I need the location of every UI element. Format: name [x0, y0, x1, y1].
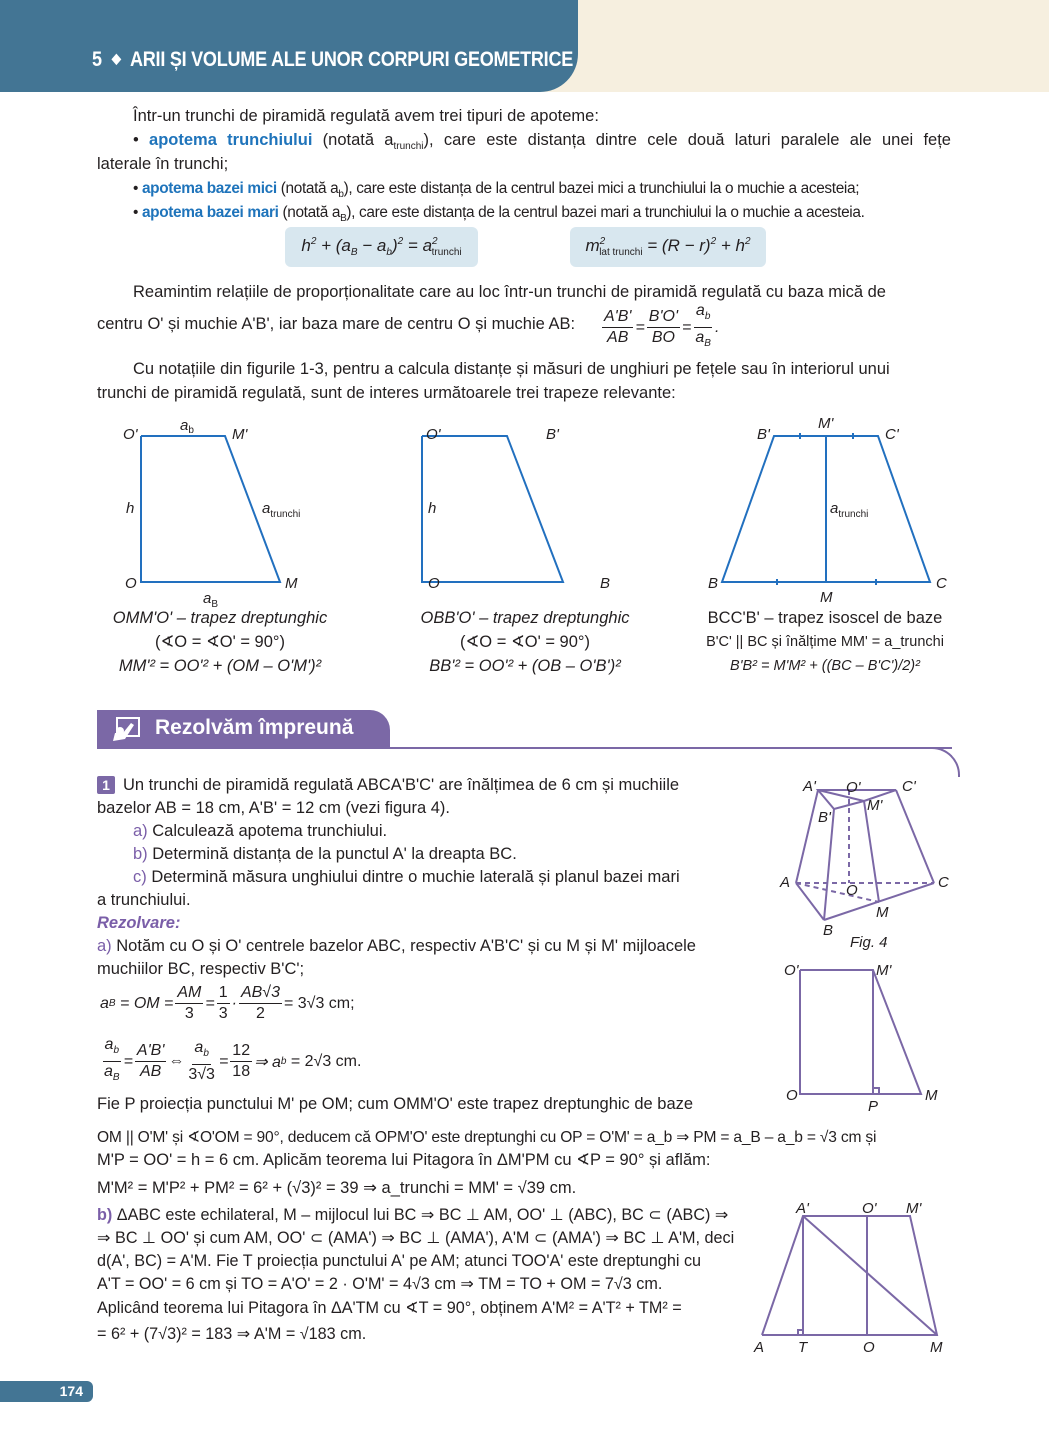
label-M: M	[925, 1087, 938, 1104]
task-label: b)	[97, 1206, 113, 1224]
task-b	[133, 843, 517, 866]
solution-a-line3: Fie P proiecția punctului M' pe OM; cum OMM'O' este trapez dreptunghic de baze	[97, 1095, 694, 1113]
label-M: M	[876, 904, 889, 921]
solution-b-line2: ⇒ BC ⊥ OO' și cum AM, OO' ⊂ (AMA') ⇒ BC ⊥ (AMA'), A'M ⊂ (AMA') ⇒ BC ⊥ A'M, deci	[97, 1229, 735, 1247]
task-label: a)	[97, 937, 112, 955]
problem-statement	[97, 774, 679, 797]
figure-4-caption: Fig. 4	[850, 934, 888, 951]
bullet-apotema-trunchi: • apotema trunchiului (notată $a_{trunchi}$), care este distanța dintre cele două laturi paralele ale unei fețe	[133, 131, 951, 152]
note-rest: ), care este distanța dintre cele două laturi paralele ale unei fețe	[423, 131, 951, 149]
chapter-header	[0, 0, 578, 92]
caption-line: (∢O = ∢O' = 90°)	[154, 633, 286, 651]
task-label: c)	[133, 868, 147, 886]
solution-label: Rezolvare:	[97, 914, 181, 932]
label-B: B	[708, 575, 719, 592]
figure-5-right-trapezoid	[770, 955, 960, 1125]
solution-a-line4: OM || O'M' și ∢O'OM = 90°, deducem că OPM'O' este dreptunghi cu OP = O'M' = a_b ⇒ PM = a_B – a_b = √3 cm și	[97, 1129, 877, 1146]
label-M-prime: M'	[906, 1200, 922, 1217]
problem-statement-2: bazelor AB = 18 cm, A'B' = 12 cm (vezi figura 4).	[97, 799, 450, 817]
task-a	[133, 820, 387, 843]
label-O: O	[846, 882, 858, 899]
solution-text: Notăm cu O și O' centrele bazelor ABC, respectiv A'B'C' și cu M și M' mijloacele	[116, 937, 696, 955]
label-M-prime: M'	[818, 415, 834, 432]
caption-line: (∢O = ∢O' = 90°)	[459, 633, 591, 651]
label-C-prime: C'	[885, 426, 899, 443]
caption-line: BCC'B' – trapez isoscel de baze	[707, 609, 943, 627]
figure-right-trapezoid-obb	[410, 410, 630, 610]
label-M: M	[285, 575, 298, 592]
caption-line: B'C' || BC și înălțime MM' = a_trunchi	[706, 634, 944, 650]
bullet-cont: laterale în trunchi;	[97, 155, 229, 173]
label-M-prime: M'	[867, 797, 883, 814]
section-divider	[97, 747, 952, 749]
diamond-icon: ◆	[111, 50, 121, 66]
label-M: M	[930, 1339, 943, 1356]
note-rest: ), care este distanța de la centrul bazei mici a trunchiului la o muchie a acesteia;	[343, 180, 860, 197]
board-teacher-icon	[111, 717, 141, 741]
note-sub: B	[340, 213, 347, 224]
notation-line1: Cu notațiile din figurile 1-3, pentru a calcula distanțe și măsuri de unghiuri pe fețele sau în interiorul unui	[133, 360, 890, 378]
reminder-text: centru O' și muchie A'B', iar baza mare de centru O și muchie AB:	[97, 315, 576, 333]
note: (notată a	[280, 180, 339, 197]
section-header	[97, 710, 390, 748]
caption-line: BB'² = OO'² + (OB – O'B')²	[429, 657, 621, 675]
label-h: h	[126, 500, 135, 517]
task-c	[133, 866, 680, 889]
intro-line: Într-un trunchi de piramidă regulată avem trei tipuri de apoteme:	[133, 107, 599, 125]
chapter-title	[92, 48, 573, 72]
task-text: Calculează apotema trunchiului.	[152, 822, 388, 840]
trapezoid-shape	[141, 436, 280, 582]
solution-a-line1	[97, 935, 696, 958]
caption-line: MM'² = OO'² + (OM – O'M')²	[118, 657, 322, 675]
label-O-prime: O'	[123, 426, 138, 443]
formula-apotema: $h^2 + (a_B - a_b)^2 = a^2_{trunchi}$	[285, 227, 478, 267]
label-A: A	[780, 874, 791, 891]
caption-line: B'B² = M'M² + ((BC – B'C')/2)²	[730, 658, 920, 674]
chapter-title-text: ARII ȘI VOLUME ALE UNOR CORPURI GEOMETRICE	[129, 48, 574, 71]
notation-line2: trunchi de piramidă regulată, sunt de interes următoarele trei trapeze relevante:	[97, 384, 676, 402]
caption-line: OBB'O' – trapez dreptunghic	[420, 609, 630, 627]
caption-line: OMM'O' – trapez dreptunghic	[112, 609, 328, 627]
solution-b-line5: Aplicând teorema lui Pitagora în ΔA'TM cu ∢T = 90°, obținem A'M² = A'T² + TM² =	[97, 1299, 682, 1317]
label-a-trunchi: $a_{trunchi}$	[262, 500, 301, 520]
label-O-prime: O'	[426, 426, 441, 443]
solution-b-line6: = 6² + (7√3)² = 183 ⇒ A'M = √183 cm.	[97, 1325, 367, 1343]
figure-right-trapezoid-omm	[100, 410, 320, 610]
label-M-prime: M'	[232, 426, 248, 443]
label-a-B: $a_B$	[203, 590, 219, 610]
solution-a-line2: muchiilor BC, respectiv B'C';	[97, 960, 305, 978]
label-A-prime: A'	[796, 1200, 809, 1217]
label-a-trunchi: $a_{trunchi}$	[830, 500, 869, 520]
task-text: Determină măsura unghiului dintre o muchie laterală și planul bazei mari	[151, 868, 680, 886]
label-M: M	[820, 589, 833, 606]
figure-isosceles-trapezoid	[690, 410, 970, 610]
task-label: b)	[133, 845, 148, 863]
solution-text: ΔABC este echilateral, M – mijlocul lui BC ⇒ BC ⊥ AM, OO' ⊥ (ABC), BC ⊂ (ABC) ⇒	[116, 1206, 729, 1224]
note: (notată a	[322, 131, 394, 149]
reminder-line2	[97, 313, 575, 336]
statement-text: Un trunchi de piramidă regulată ABCA'B'C' are înălțimea de 6 cm și muchiile	[123, 776, 680, 794]
solution-b-line1	[97, 1204, 729, 1227]
equation-ab: $\frac{a_b}{a_B}$ = $\frac{A'B'}{AB}$ ⇔ $\frac{a_b}{3√3}$ = $\frac{12}{18}$ ⇒ a b = 2√3 cm.	[104, 1036, 362, 1083]
task-text: Determină distanța de la punctul A' la dreapta BC.	[152, 845, 517, 863]
figure-6-trapezoid-diagonal	[740, 1190, 970, 1365]
equation-aB: a B = OM = $\frac{AM}{3}$ = $\frac{1}{3}$ · $\frac{AB√3}{2}$ = 3√3 cm;	[100, 984, 355, 1022]
label-B: B	[600, 575, 611, 592]
task-c-cont: a trunchiului.	[97, 891, 191, 909]
label-C: C	[936, 575, 947, 592]
task-label: a)	[133, 822, 148, 840]
label-O-prime: O'	[862, 1200, 877, 1217]
figure1-caption	[100, 606, 340, 678]
label-B-prime: B'	[818, 809, 831, 826]
solution-a-line6: M'M² = M'P² + PM² = 6² + (√3)² = 39 ⇒ a_trunchi = MM' = √39 cm.	[97, 1179, 577, 1197]
label-O: O	[125, 575, 137, 592]
trapezoid-shape	[422, 436, 563, 582]
label-a-b: $a_b$	[180, 417, 194, 436]
label-O-prime: O'	[846, 779, 861, 796]
label-B: B	[823, 922, 834, 939]
note-sub: trunchi	[393, 141, 424, 152]
note-rest: ), care este distanța de la centrul bazei mari a trunchiului la o muchie a acesteia.	[346, 204, 865, 221]
note-sub: b	[338, 189, 344, 200]
term-apotema-trunchi: apotema trunchiului	[149, 131, 313, 149]
section-title: Rezolvăm împreună	[155, 716, 354, 739]
figure3-caption	[690, 606, 960, 678]
solution-b-line4: A'T = OO' = 6 cm și TO = A'O' = 2 · O'M' = 4√3 cm ⇒ TM = TO + OM = 7√3 cm.	[97, 1275, 663, 1293]
label-O: O	[428, 575, 440, 592]
label-B-prime: B'	[757, 426, 770, 443]
label-O: O	[786, 1087, 798, 1104]
label-C: C	[938, 874, 949, 891]
term-apotema-baza-mare: apotema bazei mari	[141, 204, 279, 221]
bullet-apotema-baza-mare: • apotema bazei mari (notată $a_B$), care este distanța de la centrul bazei mari a trunchiului la o muchie a acesteia.	[133, 204, 865, 224]
figure2-caption	[400, 606, 650, 678]
problem-number-badge: 1	[97, 776, 115, 794]
label-B-prime: B'	[546, 426, 559, 443]
label-A: A	[754, 1339, 765, 1356]
note: (notată a	[282, 204, 341, 221]
formula-muchie-laterala: $m^2_{lat trunchi} = (R - r)^2 + h^2$	[570, 227, 766, 267]
label-h: h	[428, 500, 437, 517]
label-M-prime: M'	[876, 962, 892, 979]
label-A-prime: A'	[803, 778, 816, 795]
ratio-formula: $\frac{A'B'}{AB}$ = $\frac{B'O'}{BO}$ = $\frac{a_b}{a_B}$ .	[604, 302, 720, 349]
label-O: O	[863, 1339, 875, 1356]
figure-4-frustum	[760, 765, 960, 955]
label-C-prime: C'	[902, 778, 916, 795]
bullet-apotema-baza-mica: • apotema bazei mici (notată $a_b$), care este distanța de la centrul bazei mici a trunchiului la o muchie a acesteia;	[133, 180, 860, 200]
label-O-prime: O'	[784, 962, 799, 979]
term-apotema-baza-mica: apotema bazei mici	[141, 180, 277, 197]
label-P: P	[868, 1098, 879, 1115]
reminder-line1: Reamintim relațiile de proporționalitate care au loc într-un trunchi de piramidă regulată cu baza mică de	[133, 283, 886, 301]
solution-a-line5: M'P = OO' = h = 6 cm. Aplicăm teorema lui Pitagora în ΔM'PM cu ∢P = 90° și aflăm:	[97, 1151, 711, 1169]
chapter-number: 5	[92, 48, 102, 71]
page-number: 174	[0, 1381, 93, 1402]
label-T: T	[798, 1339, 808, 1356]
solution-b-line3: d(A', BC) = A'M. Fie T proiecția punctului A' pe AM; atunci TOO'A' este dreptunghi cu	[97, 1252, 702, 1270]
